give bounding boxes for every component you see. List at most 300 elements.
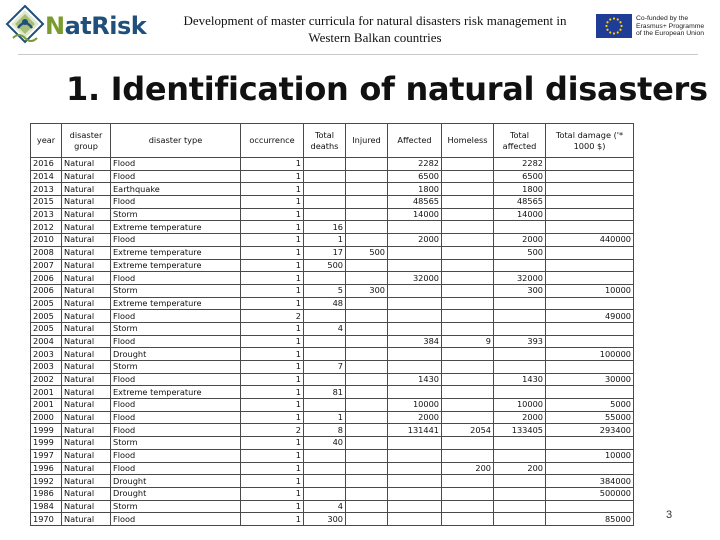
cell-total-deaths [304,348,346,361]
cell-disaster-group: Natural [62,449,111,462]
cell-affected: 2000 [388,234,442,247]
cell-total-damage [546,259,634,272]
cell-disaster-group: Natural [62,322,111,335]
cell-total-damage: 49000 [546,310,634,323]
cell-year: 2014 [31,170,62,183]
header-title [150,12,600,46]
cell-disaster-group: Natural [62,272,111,285]
cell-disaster-type: Storm [111,208,241,221]
cell-injured [346,437,388,450]
cell-total-affected: 10000 [494,399,546,412]
cell-occurrence: 1 [241,462,304,475]
cell-occurrence: 1 [241,297,304,310]
cell-disaster-group: Natural [62,475,111,488]
cell-affected [388,284,442,297]
table-row [31,437,634,450]
eu-star-icon [613,17,615,19]
natrisk-logo-text [45,12,146,40]
cell-homeless [442,487,494,500]
eu-cofunded-text [636,15,704,38]
cell-affected [388,297,442,310]
cell-total-deaths: 48 [304,297,346,310]
cell-disaster-type: Extreme temperature [111,221,241,234]
table-row [31,475,634,488]
cell-disaster-type: Storm [111,322,241,335]
cell-disaster-type: Flood [111,272,241,285]
cell-homeless [442,437,494,450]
cell-homeless [442,322,494,335]
header-divider [18,54,698,55]
cell-total-damage [546,437,634,450]
cell-occurrence: 2 [241,424,304,437]
natrisk-logo-mark-icon [5,4,45,48]
table-row [31,424,634,437]
cell-total-affected: 133405 [494,424,546,437]
eu-star-icon [619,21,621,23]
cell-injured [346,386,388,399]
column-header-occurrence: occurrence [241,124,304,158]
table-row [31,208,634,221]
cell-total-damage: 55000 [546,411,634,424]
cell-homeless [442,513,494,526]
cell-total-affected: 6500 [494,170,546,183]
cell-homeless: 2054 [442,424,494,437]
cell-injured [346,158,388,171]
cell-affected [388,475,442,488]
cell-total-affected [494,297,546,310]
table-row [31,348,634,361]
cell-affected: 131441 [388,424,442,437]
cell-total-damage [546,297,634,310]
cell-affected [388,500,442,513]
cell-total-deaths [304,183,346,196]
cell-total-affected [494,361,546,374]
cell-occurrence: 1 [241,513,304,526]
cell-injured [346,259,388,272]
cell-year: 2001 [31,399,62,412]
cell-injured [346,348,388,361]
cell-injured [346,399,388,412]
table-row [31,322,634,335]
cell-total-damage: 500000 [546,487,634,500]
cell-total-deaths [304,208,346,221]
cell-total-deaths: 81 [304,386,346,399]
cell-homeless [442,208,494,221]
column-header-injured: Injured [346,124,388,158]
cell-homeless [442,475,494,488]
cell-total-affected [494,322,546,335]
cell-affected: 6500 [388,170,442,183]
disasters-table-container [30,123,634,540]
cell-total-deaths [304,373,346,386]
table-row [31,183,634,196]
cell-occurrence: 1 [241,487,304,500]
eu-star-icon [617,31,619,33]
cell-year: 2001 [31,386,62,399]
cell-disaster-group: Natural [62,462,111,475]
cell-disaster-type: Flood [111,424,241,437]
cell-injured: 300 [346,284,388,297]
cell-year: 1992 [31,475,62,488]
cell-homeless [442,297,494,310]
cell-total-damage [546,183,634,196]
cell-total-affected: 500 [494,246,546,259]
cell-injured [346,500,388,513]
table-row [31,462,634,475]
cell-total-damage [546,170,634,183]
cell-affected: 2282 [388,158,442,171]
cell-homeless [442,183,494,196]
cell-disaster-group: Natural [62,513,111,526]
cell-total-damage [546,335,634,348]
eu-star-icon [609,31,611,33]
cell-disaster-group: Natural [62,399,111,412]
cell-affected [388,449,442,462]
cell-total-damage [546,386,634,399]
cell-total-affected: 2000 [494,234,546,247]
cell-disaster-type: Drought [111,487,241,500]
table-header-row [31,124,634,158]
cell-homeless [442,259,494,272]
table-row [31,411,634,424]
cell-affected: 384 [388,335,442,348]
cell-total-affected: 2282 [494,158,546,171]
table-row [31,361,634,374]
cell-year: 2006 [31,284,62,297]
cell-homeless [442,234,494,247]
slide-title: 1. Identification of natural disasters [66,70,708,108]
cell-total-deaths [304,449,346,462]
cell-total-affected [494,386,546,399]
cell-disaster-type: Drought [111,348,241,361]
cell-disaster-group: Natural [62,487,111,500]
table-row [31,386,634,399]
cell-occurrence: 1 [241,183,304,196]
cell-homeless: 200 [442,462,494,475]
disasters-table [30,123,634,526]
cell-affected [388,221,442,234]
cell-year: 2005 [31,297,62,310]
cell-occurrence: 1 [241,170,304,183]
cell-total-affected: 300 [494,284,546,297]
table-row [31,513,634,526]
cell-disaster-group: Natural [62,310,111,323]
cell-disaster-type: Flood [111,462,241,475]
cell-homeless [442,196,494,209]
cell-disaster-type: Extreme temperature [111,386,241,399]
cell-total-damage: 440000 [546,234,634,247]
cell-year: 1970 [31,513,62,526]
table-row [31,221,634,234]
table-row [31,158,634,171]
cell-total-affected: 14000 [494,208,546,221]
cell-affected: 1800 [388,183,442,196]
cell-total-damage [546,500,634,513]
eu-text-line2: Erasmus+ Programme [636,22,705,30]
table-row [31,449,634,462]
cell-total-deaths: 1 [304,234,346,247]
cell-total-damage: 100000 [546,348,634,361]
eu-star-icon [619,29,621,31]
cell-year: 1999 [31,424,62,437]
cell-total-deaths: 17 [304,246,346,259]
cell-year: 2010 [31,234,62,247]
cell-disaster-type: Flood [111,513,241,526]
cell-homeless [442,500,494,513]
cell-homeless [442,399,494,412]
cell-affected: 2000 [388,411,442,424]
eu-star-icon [613,32,615,34]
cell-total-damage [546,462,634,475]
cell-homeless [442,386,494,399]
cell-disaster-type: Flood [111,399,241,412]
cell-occurrence: 1 [241,234,304,247]
cell-homeless [442,246,494,259]
cell-affected [388,462,442,475]
cell-total-deaths: 300 [304,513,346,526]
table-row [31,272,634,285]
cell-occurrence: 1 [241,386,304,399]
cell-total-deaths [304,475,346,488]
cell-injured [346,449,388,462]
slide-header [0,0,720,52]
column-header-year: year [31,124,62,158]
cell-affected: 14000 [388,208,442,221]
eu-text-line1: Co-funded by the [636,15,689,22]
table-row [31,234,634,247]
cell-occurrence: 1 [241,259,304,272]
table-row [31,259,634,272]
eu-text-line3: of the European Union [636,30,705,38]
cell-affected [388,386,442,399]
cell-injured [346,462,388,475]
cell-affected [388,246,442,259]
cell-year: 2007 [31,259,62,272]
cell-affected [388,361,442,374]
cell-disaster-type: Extreme temperature [111,246,241,259]
cell-disaster-group: Natural [62,361,111,374]
cell-disaster-type: Storm [111,437,241,450]
table-row [31,500,634,513]
cell-homeless [442,272,494,285]
cell-occurrence: 1 [241,437,304,450]
cell-year: 1999 [31,437,62,450]
cell-total-damage [546,208,634,221]
cell-total-deaths: 4 [304,322,346,335]
cell-injured [346,221,388,234]
cell-disaster-type: Flood [111,196,241,209]
eu-star-icon [617,18,619,20]
cell-year: 2016 [31,158,62,171]
column-header-disaster-type: disaster type [111,124,241,158]
page-number: 3 [666,509,673,521]
cell-occurrence: 1 [241,373,304,386]
cell-injured [346,487,388,500]
table-row [31,246,634,259]
table-row [31,399,634,412]
cell-total-damage: 384000 [546,475,634,488]
cell-disaster-group: Natural [62,437,111,450]
cell-injured [346,513,388,526]
cell-occurrence: 1 [241,411,304,424]
cell-total-affected [494,449,546,462]
cell-total-damage: 293400 [546,424,634,437]
cell-disaster-group: Natural [62,196,111,209]
cell-disaster-type: Extreme temperature [111,259,241,272]
cell-affected [388,348,442,361]
cell-disaster-group: Natural [62,424,111,437]
cell-disaster-group: Natural [62,373,111,386]
cell-homeless [442,411,494,424]
cell-disaster-type: Flood [111,170,241,183]
eu-star-icon [620,25,622,27]
cell-occurrence: 1 [241,500,304,513]
cell-injured [346,335,388,348]
cell-total-deaths [304,462,346,475]
cell-affected: 32000 [388,272,442,285]
cell-total-deaths: 4 [304,500,346,513]
cell-disaster-group: Natural [62,259,111,272]
table-row [31,487,634,500]
cell-year: 2003 [31,361,62,374]
cell-year: 1986 [31,487,62,500]
cell-occurrence: 1 [241,221,304,234]
cell-injured [346,297,388,310]
cell-disaster-type: Flood [111,449,241,462]
cell-disaster-type: Storm [111,500,241,513]
header-title-line2: Western Balkan countries [308,30,442,45]
cell-total-deaths [304,158,346,171]
cell-total-damage [546,221,634,234]
eu-star-icon [605,25,607,27]
cell-total-affected: 48565 [494,196,546,209]
cell-injured [346,170,388,183]
cell-total-affected [494,487,546,500]
cell-disaster-group: Natural [62,297,111,310]
cell-year: 2003 [31,348,62,361]
cell-disaster-type: Storm [111,361,241,374]
cell-occurrence: 1 [241,208,304,221]
cell-total-affected: 32000 [494,272,546,285]
cell-year: 2005 [31,310,62,323]
cell-total-damage [546,196,634,209]
cell-total-deaths [304,196,346,209]
cell-total-affected [494,221,546,234]
cell-affected: 10000 [388,399,442,412]
cell-year: 1984 [31,500,62,513]
column-header-total-affected: Total affected [494,124,546,158]
eu-star-icon [606,29,608,31]
column-header-total-damage: Total damage ('* 1000 $) [546,124,634,158]
cell-homeless [442,310,494,323]
cell-disaster-group: Natural [62,246,111,259]
cell-total-affected [494,475,546,488]
cell-affected [388,322,442,335]
cell-year: 2002 [31,373,62,386]
cell-total-damage: 30000 [546,373,634,386]
cell-disaster-group: Natural [62,386,111,399]
cell-total-deaths: 8 [304,424,346,437]
cell-disaster-type: Drought [111,475,241,488]
cell-affected: 1430 [388,373,442,386]
cell-disaster-group: Natural [62,500,111,513]
table-row [31,310,634,323]
cell-disaster-group: Natural [62,183,111,196]
cell-total-damage [546,246,634,259]
cell-total-deaths: 7 [304,361,346,374]
column-header-affected: Affected [388,124,442,158]
eu-flag-icon [596,14,632,38]
cell-disaster-type: Extreme temperature [111,297,241,310]
cell-year: 2004 [31,335,62,348]
cell-disaster-group: Natural [62,170,111,183]
cell-year: 2008 [31,246,62,259]
cell-injured: 500 [346,246,388,259]
column-header-total-deaths: Total deaths [304,124,346,158]
cell-occurrence: 1 [241,335,304,348]
cell-injured [346,234,388,247]
cell-disaster-type: Flood [111,335,241,348]
cell-total-damage: 10000 [546,284,634,297]
cell-occurrence: 2 [241,310,304,323]
cell-total-deaths: 500 [304,259,346,272]
cell-total-damage [546,361,634,374]
cell-homeless [442,348,494,361]
table-row [31,297,634,310]
cell-total-deaths: 1 [304,411,346,424]
table-row [31,373,634,386]
cell-homeless: 9 [442,335,494,348]
cell-disaster-type: Flood [111,310,241,323]
cell-injured [346,310,388,323]
cell-homeless [442,449,494,462]
table-row [31,335,634,348]
cell-homeless [442,361,494,374]
cell-total-damage: 85000 [546,513,634,526]
cell-total-affected [494,513,546,526]
cell-injured [346,361,388,374]
cell-injured [346,272,388,285]
eu-star-icon [606,21,608,23]
cell-total-deaths: 5 [304,284,346,297]
cell-injured [346,475,388,488]
cell-disaster-type: Flood [111,234,241,247]
cell-year: 2015 [31,196,62,209]
cell-homeless [442,170,494,183]
cell-total-affected [494,437,546,450]
cell-occurrence: 1 [241,196,304,209]
cell-affected [388,259,442,272]
cell-total-affected: 2000 [494,411,546,424]
cell-total-affected [494,500,546,513]
cell-affected [388,310,442,323]
cell-total-deaths: 16 [304,221,346,234]
table-row [31,196,634,209]
cell-occurrence: 1 [241,399,304,412]
cell-occurrence: 1 [241,158,304,171]
cell-disaster-group: Natural [62,335,111,348]
cell-total-damage [546,158,634,171]
cell-occurrence: 1 [241,475,304,488]
cell-injured [346,424,388,437]
cell-total-affected: 1800 [494,183,546,196]
cell-disaster-type: Storm [111,284,241,297]
cell-affected [388,487,442,500]
cell-occurrence: 1 [241,361,304,374]
cell-year: 1996 [31,462,62,475]
cell-disaster-group: Natural [62,284,111,297]
cell-total-deaths [304,487,346,500]
